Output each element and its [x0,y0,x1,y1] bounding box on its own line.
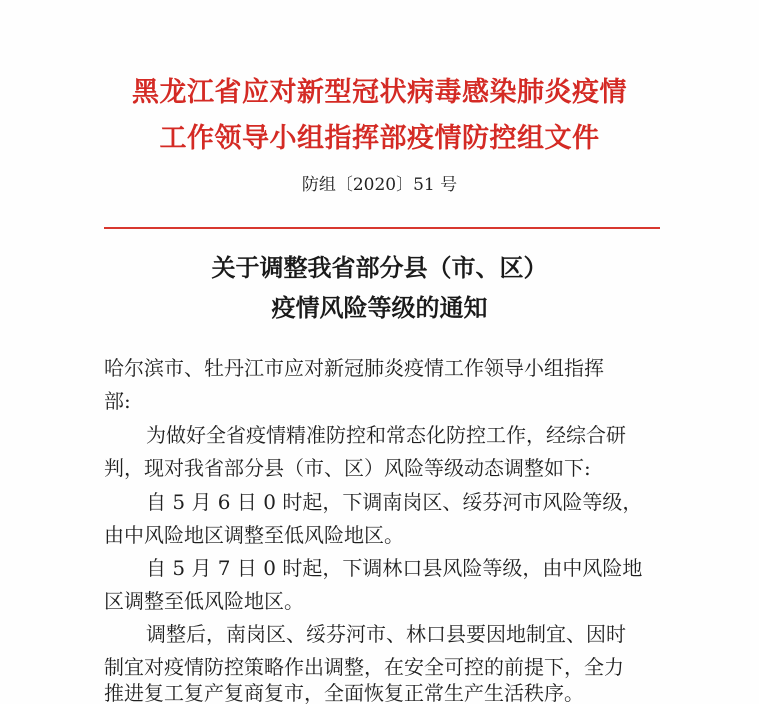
addressee-line-1: 哈尔滨市、牡丹江市应对新冠肺炎疫情工作领导小组指挥 [104,356,604,380]
notice-title-line-2: 疫情风险等级的通知 [271,293,488,322]
red-divider-line [104,227,660,229]
paragraph-2-line-2: 由中风险地区调整至低风险地区。 [104,523,404,547]
paragraph-4-line-1: 调整后，南岗区、绥芬河市、林口县要因地制宜、因时 [146,622,626,646]
issuer-header-line-1: 黑龙江省应对新型冠状病毒感染肺炎疫情 [132,77,627,108]
paragraph-3-line-1: 自 5 月 7 日 0 时起，下调林口县风险等级，由中风险地 [146,556,643,580]
document-number: 防组〔2020〕51 号 [301,175,458,195]
paragraph-4-line-2: 制宜对疫情防控策略作出调整，在安全可控的前提下，全力 [104,655,624,679]
paragraph-2-line-1: 自 5 月 6 日 0 时起，下调南岗区、绥芬河市风险等级， [146,490,643,514]
paragraph-1-line-1: 为做好全省疫情精准防控和常态化防控工作，经综合研 [146,423,626,447]
paragraph-1-line-2: 判，现对我省部分县（市、区）风险等级动态调整如下: [104,456,591,480]
paragraph-4-line-3: 推进复工复产复商复市，全面恢复正常生产生活秩序。 [104,681,584,704]
issuer-header-line-2: 工作领导小组指挥部疫情防控组文件 [159,123,600,154]
addressee-line-2: 部: [104,389,131,413]
notice-title-line-1: 关于调整我省部分县（市、区） [211,253,548,282]
paragraph-3-line-2: 区调整至低风险地区。 [104,589,304,613]
